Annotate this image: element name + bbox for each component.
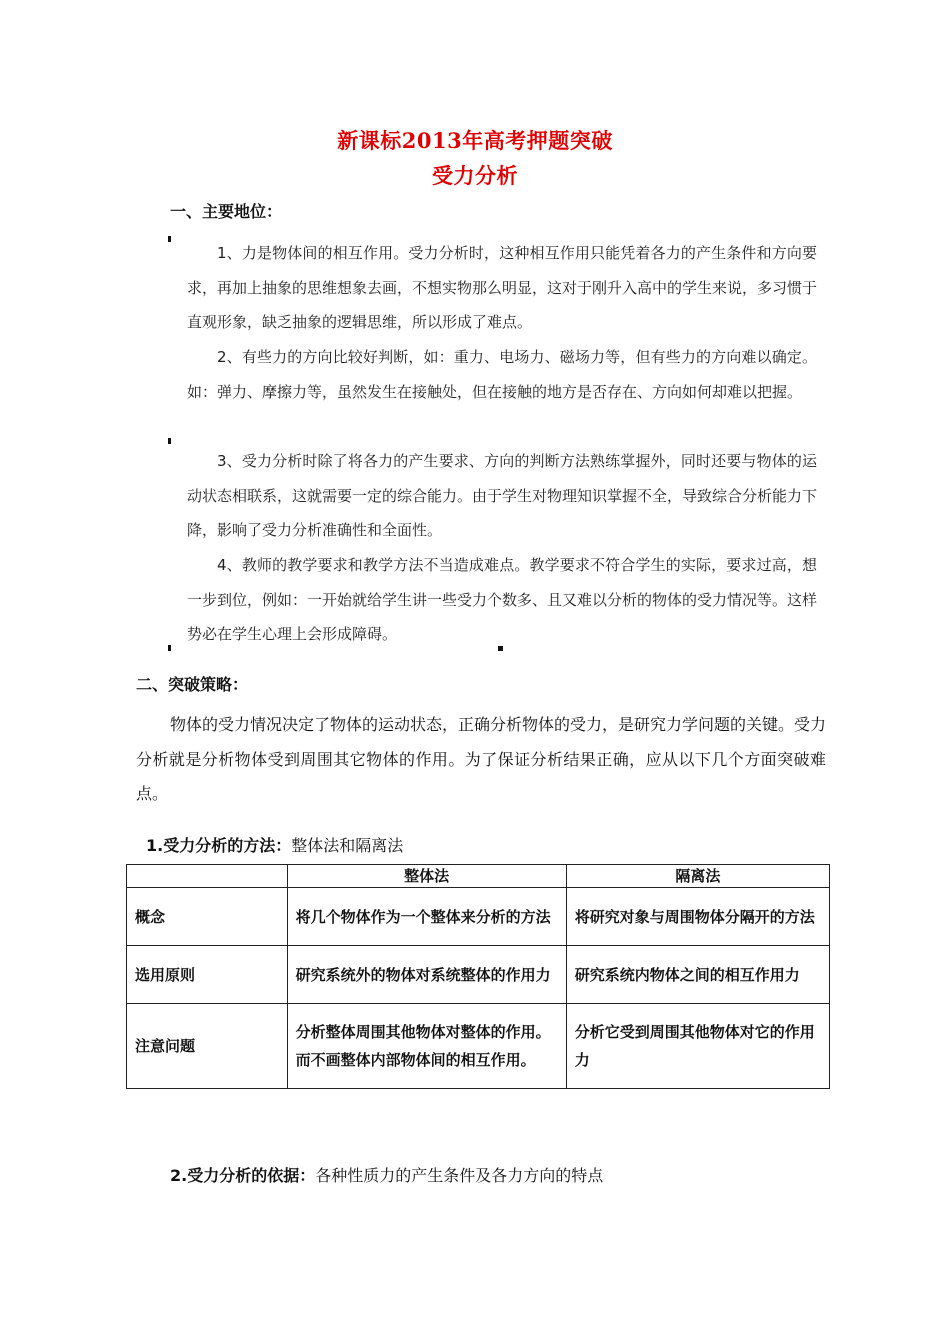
comparison-table — [126, 864, 830, 1089]
table-row — [127, 1004, 830, 1089]
point-paragraph-4: 4、教师的教学要求和教学方法不当造成难点。教学要求不符合学生的实际，要求过高，想一步到位，例如：一开始就给学生讲一些受力个数多、且又难以分析的物体的受力情况等。这样势必在学生心理上会形成障碍。 — [187, 556, 818, 643]
section-heading-main-position: 一、主要地位： — [170, 202, 283, 221]
table-cell: 将研究对象与周围物体分隔开的方法 — [566, 888, 829, 946]
table-cell: 注意问题 — [127, 1004, 288, 1089]
basis-line — [170, 1163, 603, 1186]
table-cell: 研究系统外的物体对系统整体的作用力 — [287, 946, 566, 1004]
point-paragraph-2: 2、有些力的方向比较好判断，如：重力、电场力、磁场力等，但有些力的方向难以确定。如：弹力、摩擦力等，虽然发生在接触处，但在接触的地方是否存在、方向如何却难以把握。 — [187, 348, 817, 401]
table-row — [127, 888, 830, 946]
scan-mark — [168, 645, 171, 651]
basis-value: 各种性质力的产生条件及各力方向的特点 — [315, 1166, 604, 1185]
method-value: 整体法和隔离法 — [291, 836, 404, 855]
table-cell: 概念 — [127, 888, 288, 946]
method-line — [146, 833, 403, 856]
method-label: 1.受力分析的方法： — [146, 836, 292, 855]
basis-label: 2.受力分析的依据： — [170, 1166, 316, 1185]
point-paragraph-1: 1、力是物体间的相互作用。受力分析时，这种相互作用只能凭着各力的产生条件和方向要求，再加上抽象的思维想象去画，不想实物那么明显，这对于刚升入高中的学生来说，多习惯于直观形象，缺乏抽象的逻辑思维，所以形成了难点。 — [187, 244, 818, 331]
table-header-row — [127, 865, 830, 888]
document-subtitle: 受力分析 — [432, 163, 518, 188]
table-cell: 分析整体周围其他物体对整体的作用。而不画整体内部物体间的相互作用。 — [287, 1004, 566, 1089]
scan-mark — [168, 438, 171, 444]
document-title: 新课标2013年高考押题突破 — [337, 128, 613, 153]
table-header-cell — [127, 865, 288, 888]
table-header-cell: 隔离法 — [566, 865, 829, 888]
section-heading-strategy: 二、突破策略： — [136, 675, 249, 694]
table-header-cell: 整体法 — [287, 865, 566, 888]
table-cell: 分析它受到周围其他物体对它的作用力 — [566, 1004, 829, 1089]
table-row — [127, 946, 830, 1004]
strategy-intro-paragraph: 物体的受力情况决定了物体的运动状态，正确分析物体的受力，是研究力学问题的关键。受力分析就是分析物体受到周围其它物体的作用。为了保证分析结果正确，应从以下几个方面突破难点。 — [136, 715, 827, 803]
table-cell: 研究系统内物体之间的相互作用力 — [566, 946, 829, 1004]
table-cell: 将几个物体作为一个整体来分析的方法 — [287, 888, 566, 946]
point-paragraph-3: 3、受力分析时除了将各力的产生要求、方向的判断方法熟练掌握外，同时还要与物体的运动状态相联系，这就需要一定的综合能力。由于学生对物理知识掌握不全，导致综合分析能力下降，影响了受力分析准确性和全面性。 — [187, 452, 818, 539]
scan-mark — [168, 236, 171, 242]
table-cell: 选用原则 — [127, 946, 288, 1004]
